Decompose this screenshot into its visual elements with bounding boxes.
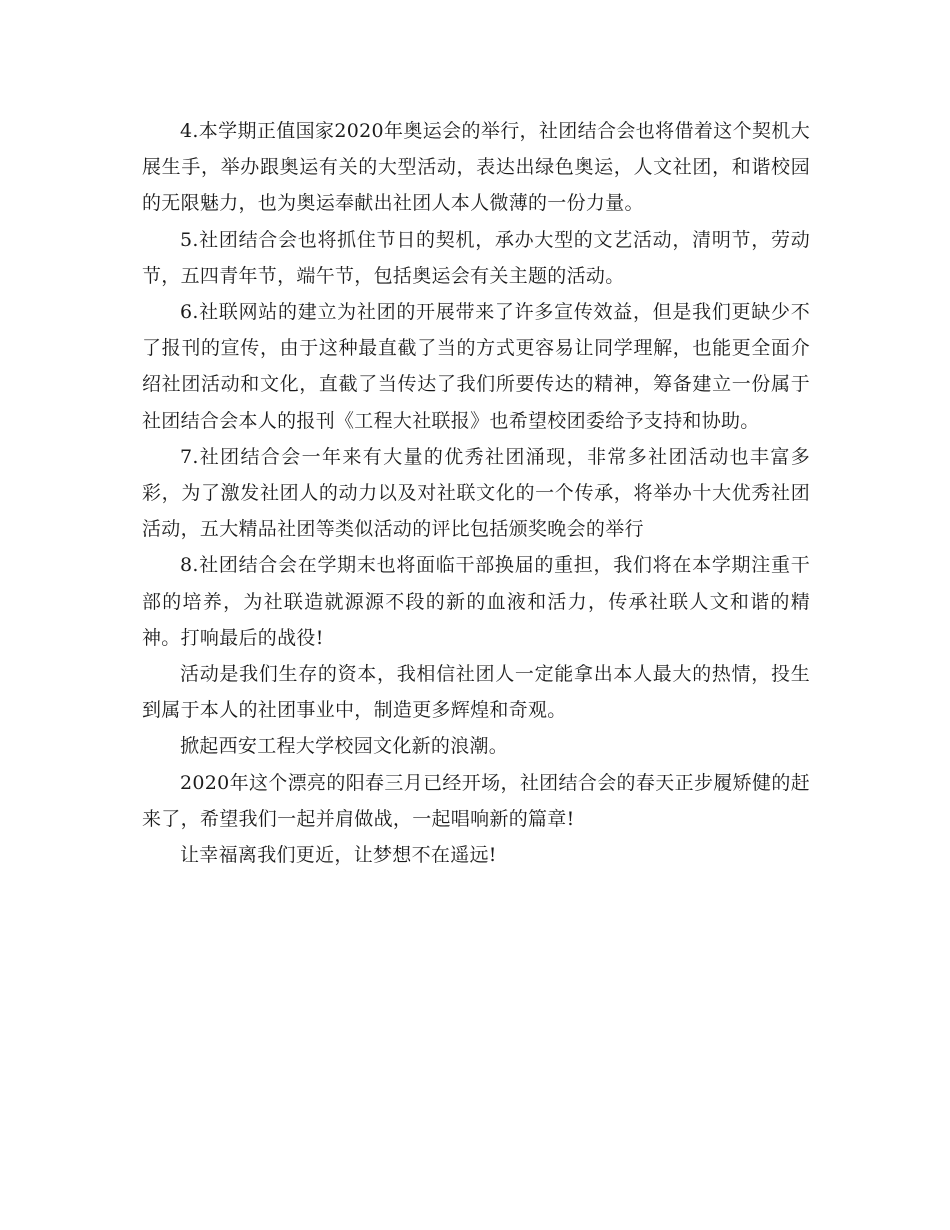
paragraph-item-7: 7.社团结合会一年来有大量的优秀社团涌现，非常多社团活动也丰富多彩，为了激发社团人的动力以及对社联文化的一个传承，将举办十大优秀社团活动，五大精品社团等类似活动的评比包括颁奖晚会的举行	[142, 445, 810, 541]
paragraph-activities: 活动是我们生存的资本，我相信社团人一定能拿出本人最大的热情，投生到属于本人的社团事业中，制造更多辉煌和奇观。	[142, 663, 810, 722]
paragraph-spring-2020: 2020年这个漂亮的阳春三月已经开场，社团结合会的春天正步履矫健的赶来了，希望我们一起并肩做战，一起唱响新的篇章!	[142, 771, 810, 830]
paragraph-item-4: 4.本学期正值国家2020年奥运会的举行，社团结合会也将借着这个契机大展生手，举办跟奥运有关的大型活动，表达出绿色奥运，人文社团，和谐校园的无限魅力，也为奥运奉献出社团人本人微薄的一份力量。	[142, 120, 810, 215]
paragraph-campus-culture: 掀起西安工程大学校园文化新的浪潮。	[180, 735, 509, 758]
paragraph-closing: 让幸福离我们更近，让梦想不在遥远!	[180, 844, 497, 867]
paragraph-item-8: 8.社团结合会在学期末也将面临干部换届的重担，我们将在本学期注重干部的培养，为社联造就源源不段的新的血液和活力，传承社联人文和谐的精神。打响最后的战役!	[142, 554, 810, 649]
paragraph-item-5: 5.社团结合会也将抓住节日的契机，承办大型的文艺活动，清明节，劳动节，五四青年节，端午节，包括奥运会有关主题的活动。	[142, 228, 810, 287]
paragraph-item-6: 6.社联网站的建立为社团的开展带来了许多宣传效益，但是我们更缺少不了报刊的宣传，由于这种最直截了当的方式更容易让同学理解，也能更全面介绍社团活动和文化，直截了当传达了我们所要传达的精神，筹备建立一份属于社团结合会本人的报刊《工程大社联报》也希望校团委给予支持和协助。	[142, 301, 810, 432]
